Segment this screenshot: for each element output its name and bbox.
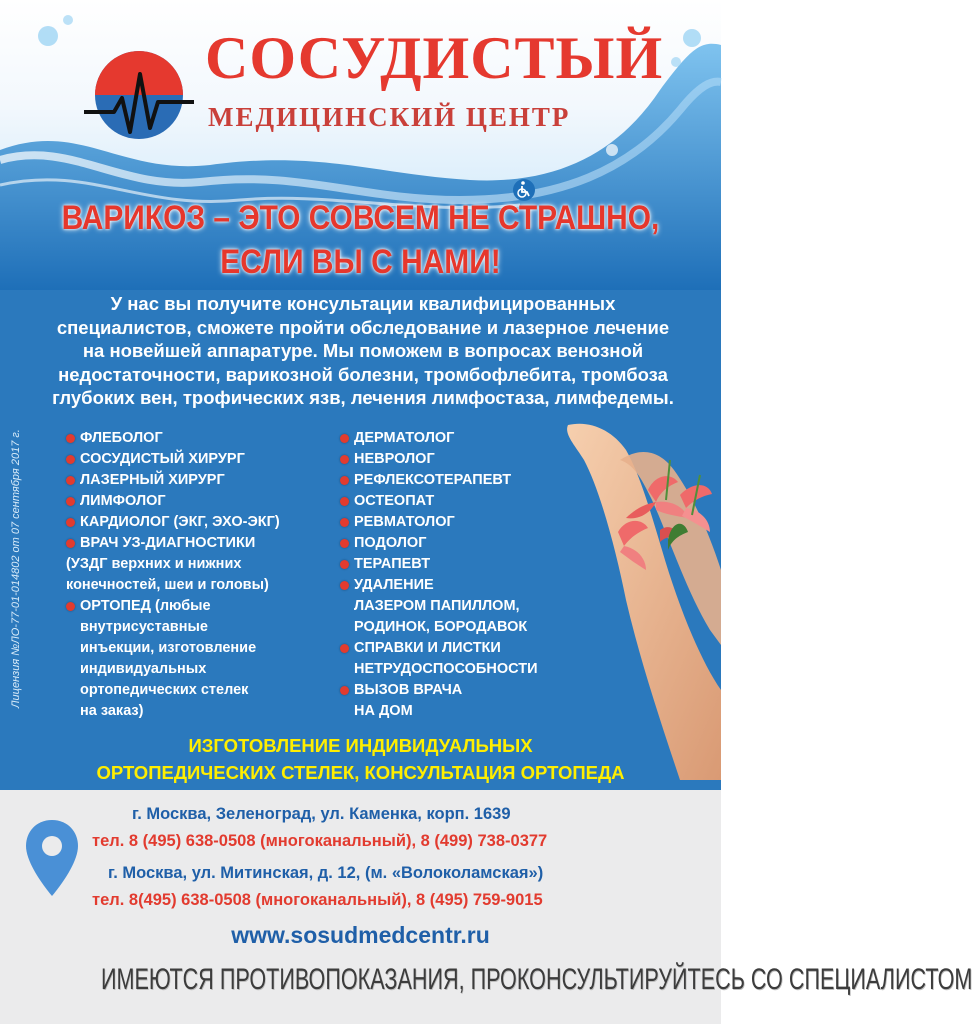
service-label: ТЕРАПЕВТ [354, 556, 431, 572]
service-item [340, 491, 580, 512]
service-label: РЕВМАТОЛОГ [354, 514, 455, 530]
brand-subtitle: МЕДИЦИНСКИЙ ЦЕНТР [208, 102, 571, 132]
bullet-dot-icon [66, 434, 75, 443]
service-label: УДАЛЕНИЕ ЛАЗЕРОМ ПАПИЛЛОМ, РОДИНОК, БОРОДАВОК [354, 577, 528, 635]
service-label: СПРАВКИ И ЛИСТКИ НЕТРУДОСПОСОБНОСТИ [354, 640, 538, 677]
service-item [340, 638, 580, 680]
service-label: ОРТОПЕД (любые внутрисуставные инъекции, изготовление индивидуальных ортопедических стелек на заказ) [80, 598, 257, 719]
service-label: ЛАЗЕРНЫЙ ХИРУРГ [80, 472, 225, 488]
bullet-dot-icon [340, 686, 349, 695]
bullet-dot-icon [340, 539, 349, 548]
service-label: ПОДОЛОГ [354, 535, 427, 551]
bullet-dot-icon [340, 518, 349, 527]
service-item [340, 680, 580, 722]
bullet-dot-icon [340, 560, 349, 569]
service-item [66, 449, 336, 470]
bullet-dot-icon [340, 644, 349, 653]
service-label: СОСУДИСТЫЙ ХИРУРГ [80, 451, 245, 467]
service-label: ОСТЕОПАТ [354, 493, 435, 509]
service-label: РЕФЛЕКСОТЕРАПЕВТ [354, 472, 512, 488]
headline-line-1: ВАРИКОЗ – ЭТО СОВСЕМ НЕ СТРАШНО, [61, 199, 660, 237]
service-item [66, 512, 336, 533]
bullet-dot-icon [340, 497, 349, 506]
service-item [340, 575, 580, 638]
service-label: ЛИМФОЛОГ [80, 493, 166, 509]
legs-with-flowers-illustration [560, 420, 721, 780]
service-item [66, 491, 336, 512]
bullet-dot-icon [66, 518, 75, 527]
service-label: ВЫЗОВ ВРАЧА НА ДОМ [354, 682, 463, 719]
services-list-right [340, 428, 580, 722]
bullet-dot-icon [66, 602, 75, 611]
intro-text: У нас вы получите консультации квалифицированных специалистов, сможете пройти обследование и лазерное лечение на новейшей аппаратуре. Мы поможем в вопросах венозной недостаточности, варикозной болезни, тромбофлебита, тромбоза глубоких вен, трофических язв, лечения лимфостаза, лимфедемы. [52, 293, 674, 408]
service-item [340, 512, 580, 533]
contraindications-warning: ИМЕЮТСЯ ПРОТИВОПОКАЗАНИЯ, ПРОКОНСУЛЬТИРУЙТЕСЬ СО СПЕЦИАЛИСТОМ [100, 963, 972, 996]
service-item [340, 449, 580, 470]
bullet-dot-icon [66, 476, 75, 485]
bullet-dot-icon [66, 539, 75, 548]
service-label: ДЕРМАТОЛОГ [354, 430, 455, 446]
phone-1[interactable]: тел. 8 (495) 638-0508 (многоканальный), 8 (499) 738-0377 [92, 832, 548, 850]
service-label: НЕВРОЛОГ [354, 451, 435, 467]
service-item [66, 428, 336, 449]
bullet-dot-icon [340, 476, 349, 485]
orthopedic-promo [0, 732, 721, 786]
address-2: г. Москва, ул. Митинская, д. 12, (м. «Волоколамская») [108, 864, 544, 882]
service-label: ВРАЧ УЗ-ДИАГНОСТИКИ [80, 535, 256, 551]
address-1: г. Москва, Зеленоград, ул. Каменка, корп. 1639 [132, 805, 511, 823]
website-link[interactable]: www.sosudmedcentr.ru [231, 922, 490, 948]
headline-line-2: ЕСЛИ ВЫ С НАМИ! [220, 243, 501, 281]
phone-2[interactable]: тел. 8(495) 638-0508 (многоканальный), 8 (495) 759-9015 [92, 891, 543, 909]
bullet-dot-icon [340, 434, 349, 443]
service-item [340, 533, 580, 554]
services-list-left [66, 428, 336, 722]
service-label: (УЗДГ верхних и нижних конечностей, шеи и головы) [66, 556, 269, 593]
bullet-dot-icon [66, 455, 75, 464]
service-item [340, 428, 580, 449]
logo-cross-icon [84, 40, 194, 150]
service-label: КАРДИОЛОГ (ЭКГ, ЭХО-ЭКГ) [80, 514, 280, 530]
location-pin-icon [22, 818, 82, 898]
service-item [66, 470, 336, 491]
bullet-dot-icon [340, 581, 349, 590]
service-label: ФЛЕБОЛОГ [80, 430, 163, 446]
service-item [66, 554, 336, 596]
service-item [66, 596, 336, 722]
bullet-dot-icon [66, 497, 75, 506]
service-item [340, 554, 580, 575]
service-item [340, 470, 580, 491]
orthopedic-line-2: ОРТОПЕДИЧЕСКИХ СТЕЛЕК, КОНСУЛЬТАЦИЯ ОРТОПЕДА [96, 762, 625, 783]
license-text: Лицензия №ЛО-77-01-014802 от 07 сентября 2017 г. [10, 429, 22, 708]
service-item [66, 533, 336, 554]
bullet-dot-icon [340, 455, 349, 464]
headline [43, 196, 677, 284]
orthopedic-line-1: ИЗГОТОВЛЕНИЕ ИНДИВИДУАЛЬНЫХ [188, 735, 533, 756]
brand-title: СОСУДИСТЫЙ [205, 25, 664, 91]
